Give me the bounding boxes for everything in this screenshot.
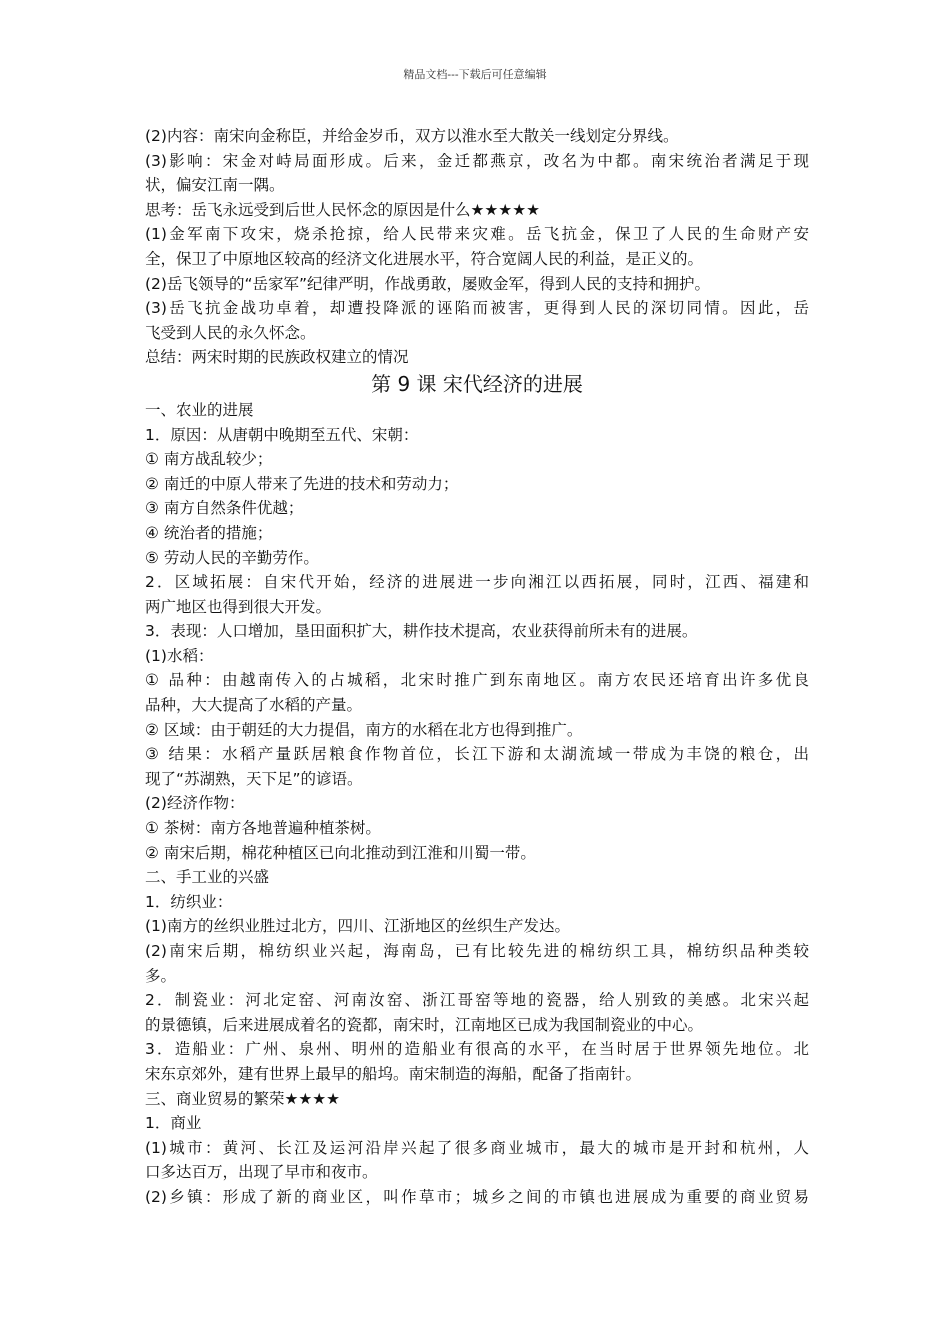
text-line: 宋东京郊外，建有世界上最早的船坞。南宋制造的海船，配备了指南针。 bbox=[145, 1064, 642, 1083]
page-header-watermark: 精品文档---下载后可任意编辑 bbox=[403, 68, 547, 81]
text-line: 思考：岳飞永远受到后世人民怀念的原因是什么★★★★★ bbox=[145, 200, 540, 219]
text-line: 全，保卫了中原地区较高的经济文化进展水平，符合宽阔人民的利益，是正义的。 bbox=[145, 249, 704, 268]
text-line: 现了“苏湖熟，天下足”的谚语。 bbox=[145, 769, 363, 788]
list-item: ⑤ 劳动人民的辛勤劳作。 bbox=[145, 548, 319, 567]
text-line: 3．造船业：广州、泉州、明州的造船业有很高的水平，在当时居于世界领先地位。北 bbox=[145, 1040, 809, 1059]
text-line: 的景德镇，后来进展成着名的瓷都，南宋时，江南地区已成为我国制瓷业的中心。 bbox=[145, 1015, 704, 1034]
lesson-title: 第 9 课 宋代经济的进展 bbox=[371, 371, 583, 396]
section-heading: 一、农业的进展 bbox=[145, 400, 254, 419]
list-item: ① 南方战乱较少； bbox=[145, 450, 273, 469]
text-line: 1．原因：从唐朝中晚期至五代、宋朝： bbox=[145, 425, 419, 444]
text-line: (2)内容：南宋向金称臣，并给金岁币，双方以淮水至大散关一线划定分界线。 bbox=[145, 127, 679, 145]
text-line: 1．商业 bbox=[145, 1114, 202, 1133]
section-heading: 二、手工业的兴盛 bbox=[145, 868, 270, 887]
list-item: ② 南宋后期，棉花种植区已向北推动到江淮和川蜀一带。 bbox=[145, 843, 536, 862]
list-item: ③ 南方自然条件优越； bbox=[145, 499, 304, 518]
text-line: 口多达百万，出现了早市和夜市。 bbox=[145, 1163, 378, 1182]
list-item: ① 茶树：南方各地普遍种植茶树。 bbox=[145, 819, 381, 838]
text-line: (1)水稻： bbox=[145, 646, 214, 665]
text-line: 品种，大大提高了水稻的产量。 bbox=[145, 696, 363, 715]
list-item: ② 区域：由于朝廷的大力提倡，南方的水稻在北方也得到推广。 bbox=[145, 720, 583, 739]
text-line: (2)经济作物： bbox=[145, 794, 245, 813]
list-item: ① 品种：由越南传入的占城稻，北宋时推广到东南地区。南方农民还培育出许多优良 bbox=[145, 671, 809, 690]
text-line: (1)金军南下攻宋，烧杀抢掠，给人民带来灾难。岳飞抗金，保卫了人民的生命财产安 bbox=[145, 225, 809, 244]
text-line: 两广地区也得到很大开发。 bbox=[145, 597, 332, 616]
text-line: (2)岳飞领导的“岳家军”纪律严明，作战勇敢，屡败金军，得到人民的支持和拥护。 bbox=[145, 274, 711, 293]
list-item: ④ 统治者的措施； bbox=[145, 523, 273, 542]
text-line: 2．制瓷业：河北定窑、河南汝窑、浙江哥窑等地的瓷器，给人别致的美感。北宋兴起 bbox=[145, 991, 809, 1010]
text-line: 状，偏安江南一隅。 bbox=[145, 176, 285, 195]
list-item: ② 南迁的中原人带来了先进的技术和劳动力； bbox=[145, 474, 459, 493]
text-line: 3．表现：人口增加，垦田面积扩大，耕作技术提高，农业获得前所未有的进展。 bbox=[145, 622, 698, 641]
text-line: 1．纺织业： bbox=[145, 892, 233, 911]
text-line: 飞受到人民的永久怀念。 bbox=[145, 323, 316, 342]
section-heading: 三、商业贸易的繁荣★★★★ bbox=[145, 1089, 341, 1108]
text-line: (1)城市：黄河、长江及运河沿岸兴起了很多商业城市，最大的城市是开封和杭州，人 bbox=[145, 1138, 809, 1157]
document-body bbox=[145, 124, 809, 1210]
text-line: (2)乡镇：形成了新的商业区，叫作草市；城乡之间的市镇也进展成为重要的商业贸易 bbox=[145, 1187, 809, 1206]
text-line: 总结：两宋时期的民族政权建立的情况 bbox=[145, 348, 409, 367]
list-item: ③ 结果：水稻产量跃居粮食作物首位，长江下游和太湖流域一带成为丰饶的粮仓，出 bbox=[145, 745, 809, 764]
text-line: (1)南方的丝织业胜过北方，四川、江浙地区的丝织生产发达。 bbox=[145, 917, 570, 936]
text-line: (3)岳飞抗金战功卓着，却遭投降派的诬陷而被害，更得到人民的深切同情。因此，岳 bbox=[145, 299, 809, 318]
text-line: (3)影响：宋金对峙局面形成。后来，金迁都燕京，改名为中都。南宋统治者满足于现 bbox=[145, 151, 809, 170]
text-line: 多。 bbox=[145, 966, 177, 985]
text-line: 2．区域拓展：自宋代开始，经济的进展进一步向湘江以西拓展，同时，江西、福建和 bbox=[145, 573, 809, 592]
text-line: (2)南宋后期，棉纺织业兴起，海南岛，已有比较先进的棉纺织工具，棉纺织品种类较 bbox=[145, 942, 809, 960]
